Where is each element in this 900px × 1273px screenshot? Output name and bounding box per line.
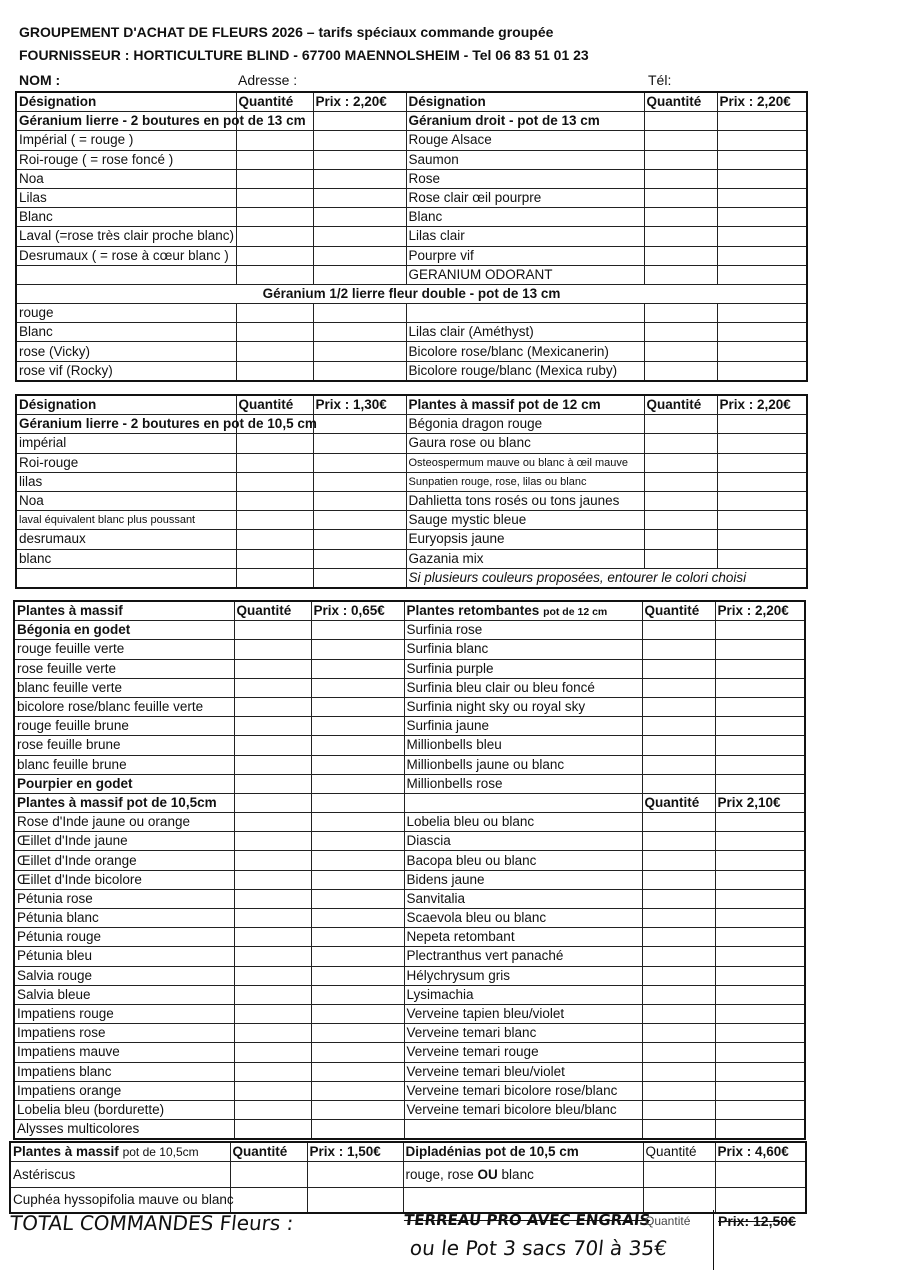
qty-cell[interactable] [644,342,717,361]
item: Bégonia en godet [14,621,234,640]
item: Surfinia purple [404,659,642,678]
item: Noa [16,169,236,188]
qty-cell[interactable] [236,131,313,150]
item-text: blanc [497,1166,534,1182]
item: Roi-rouge [16,453,236,472]
qty-cell[interactable] [234,985,311,1004]
qty-cell[interactable] [234,813,311,832]
col-quantite: Quantité [642,601,715,621]
qty-cell[interactable] [234,1062,311,1081]
item: Cuphéa hyssopifolia mauve ou blanc [10,1188,230,1214]
qty-cell[interactable] [236,530,313,549]
qty-cell[interactable] [236,246,313,265]
qty-cell[interactable] [642,697,715,716]
terreau-price: Prix: 12,50€ [718,1213,796,1229]
table-row [16,112,807,131]
qty-cell[interactable] [644,304,717,323]
col-quantite: Quantité [234,601,311,621]
section-title: Géranium 1/2 lierre fleur double - pot de 13 cm [16,284,807,303]
col-designation: Dipladénias pot de 10,5 cm [403,1142,643,1162]
table-row [14,697,805,716]
qty-cell[interactable] [644,208,717,227]
adresse-label: Adresse : [238,72,298,88]
item: Œillet d'Inde jaune [14,832,234,851]
qty-cell[interactable] [643,1162,715,1188]
item: Impatiens rose [14,1024,234,1043]
item: bicolore rose/blanc feuille verte [14,697,234,716]
table-row [14,1081,805,1100]
item: Plectranthus vert panaché [404,947,642,966]
table-row [14,1024,805,1043]
item: Salvia bleue [14,985,234,1004]
item: Rose d'Inde jaune ou orange [14,813,234,832]
qty-cell[interactable] [642,870,715,889]
item: Œillet d'Inde bicolore [14,870,234,889]
table-header-row [16,395,807,415]
item: Astériscus [10,1162,230,1188]
qty-cell[interactable] [642,832,715,851]
total-label: TOTAL COMMANDES Fleurs : [8,1211,295,1235]
item: Bégonia dragon rouge [406,415,644,434]
item-or: OU [477,1166,498,1182]
item: Verveine temari bicolore bleu/blanc [404,1100,642,1119]
table-header-row [14,601,805,621]
item: Surfinia blanc [404,640,642,659]
nom-label: NOM : [19,72,61,88]
qty-cell[interactable] [642,717,715,736]
qty-cell[interactable] [236,342,313,361]
table-row [14,678,805,697]
item: Diascia [404,832,642,851]
item: Bacopa bleu ou blanc [404,851,642,870]
qty-cell[interactable] [642,1120,715,1140]
qty-cell[interactable] [236,549,313,568]
table-row [14,1100,805,1119]
item: Sanvitalia [404,889,642,908]
item: Hélychrysum gris [404,966,642,985]
qty-cell[interactable] [234,774,311,793]
col-prix: Prix : 0,65€ [311,601,404,621]
col-designation: Désignation [16,92,236,112]
col-prix: Prix : 2,20€ [715,601,805,621]
item [16,265,236,284]
table-row [14,774,805,793]
supplier-line: FOURNISSEUR : HORTICULTURE BLIND - 67700 MAENNOLSHEIM - Tel 06 83 51 01 23 [19,47,589,63]
qty-cell[interactable] [234,1081,311,1100]
item: Osteospermum mauve ou blanc à œil mauve [406,453,644,472]
item: Bicolore rose/blanc (Mexicanerin) [406,342,644,361]
item: Blanc [16,208,236,227]
col-designation: Plantes à massif pot de 12 cm [406,395,644,415]
item: rouge [16,304,236,323]
item: Salvia rouge [14,966,234,985]
item: Impatiens rouge [14,1004,234,1023]
section-title: Géranium droit - pot de 13 cm [406,112,644,131]
item: Lilas clair [406,227,644,246]
qty-cell[interactable] [644,150,717,169]
qty-cell[interactable] [644,227,717,246]
col-quantite: Quantité [644,92,717,112]
qty-cell[interactable] [236,361,313,381]
item: Sauge mystic bleue [406,511,644,530]
table-header-row [16,92,807,112]
qty-cell[interactable] [644,511,717,530]
qty-cell[interactable] [642,678,715,697]
qty-cell[interactable] [234,717,311,736]
col-prix: Prix : 1,30€ [313,395,406,415]
title: GROUPEMENT D'ACHAT DE FLEURS 2026 – tarifs spéciaux commande groupée [19,24,554,40]
table-row [14,928,805,947]
qty-cell[interactable] [642,889,715,908]
qty-cell[interactable] [236,434,313,453]
qty-cell[interactable] [236,511,313,530]
item: blanc feuille verte [14,678,234,697]
table-row [14,832,805,851]
item: Rose clair œil pourpre [406,188,644,207]
pot-size: pot de 10,5cm [122,1145,199,1160]
qty-cell[interactable] [643,1188,715,1214]
col-quantite: Quantité [236,92,313,112]
item: Laval (=rose très clair proche blanc) [16,227,236,246]
qty-cell[interactable] [234,1043,311,1062]
item: Bidens jaune [404,870,642,889]
qty-cell[interactable] [642,659,715,678]
item: Verveine temari rouge [404,1043,642,1062]
item: Millionbells bleu [404,736,642,755]
qty-cell[interactable] [230,1188,307,1214]
qty-cell[interactable] [234,889,311,908]
item: Saumon [406,150,644,169]
item: Lobelia bleu (bordurette) [14,1100,234,1119]
qty-cell[interactable] [236,169,313,188]
item: Impatiens mauve [14,1043,234,1062]
item: Pétunia bleu [14,947,234,966]
qty-cell[interactable] [236,304,313,323]
item: Surfinia jaune [404,717,642,736]
item: Blanc [406,208,644,227]
item: Scaevola bleu ou blanc [404,909,642,928]
qty-cell[interactable] [236,472,313,491]
qty-cell[interactable] [644,361,717,381]
table-row [14,1062,805,1081]
note: Si plusieurs couleurs proposées, entourer le colori choisi [406,568,807,588]
item: Impatiens blanc [14,1062,234,1081]
item: GERANIUM ODORANT [406,265,644,284]
item [406,304,644,323]
qty-cell[interactable] [644,453,717,472]
item [404,1120,642,1140]
qty-cell[interactable] [236,188,313,207]
qty-cell[interactable] [236,150,313,169]
qty-cell[interactable] [642,966,715,985]
item: Millionbells jaune ou blanc [404,755,642,774]
qty-cell[interactable] [644,265,717,284]
item: Rose [406,169,644,188]
col-quantite: Quantité [643,1142,715,1162]
terreau-label: TERREAU PRO AVEC ENGRAIS [403,1211,652,1229]
table-row [14,736,805,755]
item: Sunpatien rouge, rose, lilas ou blanc [406,472,644,491]
col-prix: Prix : 2,20€ [313,92,406,112]
qty-cell[interactable] [234,1024,311,1043]
table-row [14,889,805,908]
col-designation-text: Plantes retombantes [406,602,540,618]
item: Verveine temari blanc [404,1024,642,1043]
qty-cell[interactable] [234,870,311,889]
table-row [14,621,805,640]
qty-cell[interactable] [642,1024,715,1043]
item: Pourpre vif [406,246,644,265]
item: rose feuille verte [14,659,234,678]
qty-cell[interactable] [642,985,715,1004]
qty-cell[interactable] [234,793,311,812]
qty-cell[interactable] [644,169,717,188]
qty-cell[interactable] [642,621,715,640]
table-plantes-massif [13,600,806,1140]
item: Rouge Alsace [406,131,644,150]
table-row [14,909,805,928]
table-row [14,1004,805,1023]
col-prix: Prix : 4,60€ [715,1142,806,1162]
table-row [14,717,805,736]
qty-cell[interactable] [644,246,717,265]
item: Alysses multicolores [14,1120,234,1140]
item: Verveine tapien bleu/violet [404,1004,642,1023]
item: Pétunia rose [14,889,234,908]
table-row [14,813,805,832]
col-quantite: Quantité [642,793,715,812]
table-row [14,640,805,659]
pot-size: pot de 12 cm [543,605,608,618]
qty-cell[interactable] [642,1043,715,1062]
item: Verveine temari bleu/violet [404,1062,642,1081]
qty-cell[interactable] [642,928,715,947]
item: Gazania mix [406,549,644,568]
item: Surfinia night sky ou royal sky [404,697,642,716]
qty-cell[interactable] [234,851,311,870]
table-geranium-10cm [15,394,808,589]
qty-cell[interactable] [644,415,717,434]
table-plantes-1-50 [9,1141,807,1214]
qty-cell[interactable] [234,909,311,928]
item: Œillet d'Inde orange [14,851,234,870]
item: rose vif (Rocky) [16,361,236,381]
col-designation-text: Plantes à massif [13,1144,119,1160]
col-prix: Prix : 2,20€ [717,395,807,415]
item: rouge feuille brune [14,717,234,736]
table-row [14,1043,805,1062]
qty-cell[interactable] [236,323,313,342]
item: rose feuille brune [14,736,234,755]
qty-cell[interactable] [234,1004,311,1023]
qty-cell[interactable] [234,736,311,755]
item [404,793,642,812]
qty-cell[interactable] [234,832,311,851]
item: Nepeta retombant [404,928,642,947]
col-prix: Prix : 2,20€ [717,92,807,112]
item: Impatiens orange [14,1081,234,1100]
qty-cell[interactable] [642,1004,715,1023]
item: Gaura rose ou blanc [406,434,644,453]
qty-cell[interactable] [644,491,717,510]
item: blanc feuille brune [14,755,234,774]
item: laval équivalent blanc plus poussant [16,511,236,530]
col-designation [10,1142,230,1162]
item: Surfinia rose [404,621,642,640]
table-geranium-13cm [15,91,808,382]
qty-cell[interactable] [234,1120,311,1140]
qty-cell[interactable] [642,1062,715,1081]
qty-cell[interactable] [642,1100,715,1119]
qty-cell[interactable] [234,678,311,697]
qty-cell[interactable] [644,549,717,568]
item [403,1162,643,1188]
item: Impérial ( = rouge ) [16,131,236,150]
table-row [14,985,805,1004]
item: rouge feuille verte [14,640,234,659]
item: Roi-rouge ( = rose foncé ) [16,150,236,169]
qty-cell[interactable] [236,208,313,227]
qty-cell[interactable] [642,640,715,659]
qty-cell[interactable] [644,188,717,207]
col-designation [404,601,642,621]
item: rose (Vicky) [16,342,236,361]
qty-cell[interactable] [642,909,715,928]
qty-cell[interactable] [642,1081,715,1100]
item: Euryopsis jaune [406,530,644,549]
qty-cell[interactable] [642,736,715,755]
item: Lysimachia [404,985,642,1004]
qty-cell[interactable] [234,621,311,640]
col-designation: Plantes à massif [14,601,234,621]
qty-cell[interactable] [234,1100,311,1119]
item: Pourpier en godet [14,774,234,793]
table-row [14,851,805,870]
table-row [14,947,805,966]
col-designation: Désignation [16,395,236,415]
qty-cell[interactable] [236,453,313,472]
divider [713,1210,714,1270]
table-row [14,793,805,812]
item: Blanc [16,323,236,342]
qty-cell[interactable] [236,227,313,246]
qty-cell[interactable] [234,947,311,966]
section-title: Géranium lierre - 2 boutures en pot de 13 cm [16,112,236,131]
item: Surfinia bleu clair ou bleu foncé [404,678,642,697]
col-prix: Prix 2,10€ [715,793,805,812]
qty-cell[interactable] [642,813,715,832]
qty-cell[interactable] [230,1162,307,1188]
col-designation: Désignation [406,92,644,112]
table-row [14,966,805,985]
qty-cell[interactable] [234,697,311,716]
table-row [14,755,805,774]
item: lilas [16,472,236,491]
table-row [14,870,805,889]
col-quantite: Quantité [644,395,717,415]
item: Pétunia rouge [14,928,234,947]
col-quantite: Quantité [236,395,313,415]
qty-cell[interactable] [234,966,311,985]
qty-cell[interactable] [234,640,311,659]
qty-cell[interactable] [234,755,311,774]
item: desrumaux [16,530,236,549]
col-prix: Prix : 1,50€ [307,1142,403,1162]
table-header-row [10,1142,806,1162]
item: Lilas [16,188,236,207]
item: Millionbells rose [404,774,642,793]
item: Dahlietta tons rosés ou tons jaunes [406,491,644,510]
qty-cell[interactable] [642,851,715,870]
qty-cell[interactable] [236,491,313,510]
qty-cell[interactable] [644,131,717,150]
item: Plantes à massif pot de 10,5cm [14,793,234,812]
qty-cell[interactable] [236,265,313,284]
section-title: Géranium lierre - 2 boutures en pot de 10,5 cm [16,415,236,434]
item: Verveine temari bicolore rose/blanc [404,1081,642,1100]
item: Pétunia blanc [14,909,234,928]
qty-cell[interactable] [644,530,717,549]
item: Lilas clair (Améthyst) [406,323,644,342]
table-row [14,659,805,678]
qty-cell[interactable] [234,659,311,678]
qty-cell[interactable] [642,755,715,774]
terreau-qty-label: Quantité [645,1214,691,1228]
item: impérial [16,434,236,453]
col-quantite: Quantité [230,1142,307,1162]
qty-cell[interactable] [234,928,311,947]
item: Lobelia bleu ou blanc [404,813,642,832]
terreau-note: ou le Pot 3 sacs 70l à 35€ [408,1236,669,1260]
item-text: rouge, rose [405,1166,478,1182]
qty-cell[interactable] [644,472,717,491]
qty-cell[interactable] [644,323,717,342]
qty-cell[interactable] [642,947,715,966]
qty-cell[interactable] [644,434,717,453]
table-row [14,1120,805,1140]
item: blanc [16,549,236,568]
item: Desrumaux ( = rose à cœur blanc ) [16,246,236,265]
qty-cell[interactable] [642,774,715,793]
item: Noa [16,491,236,510]
item: Bicolore rouge/blanc (Mexica ruby) [406,361,644,381]
tel-label: Tél: [648,72,672,88]
